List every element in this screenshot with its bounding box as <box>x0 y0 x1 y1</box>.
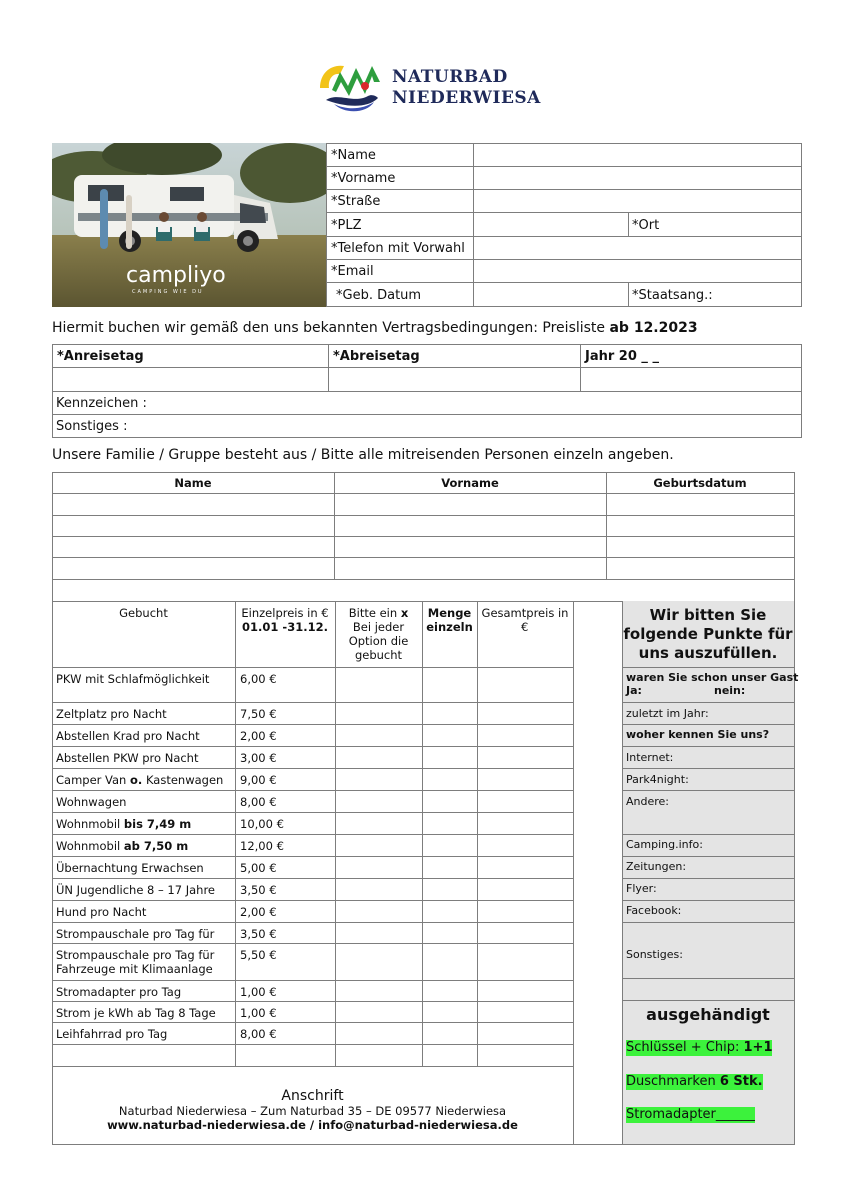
label-anreisetag: *Anreisetag <box>57 349 144 364</box>
price-row-label: PKW mit Schlafmöglichkeit <box>56 672 210 686</box>
survey-title-3: uns auszufüllen. <box>638 644 778 662</box>
menge-field[interactable] <box>424 924 476 942</box>
survey-sonstiges[interactable]: Sonstiges: <box>626 948 683 961</box>
logo-wordmark <box>392 67 541 109</box>
menge-field[interactable] <box>424 748 476 767</box>
gesamtpreis-field[interactable] <box>479 924 572 942</box>
telefon-field[interactable] <box>475 238 800 258</box>
family-row-2-name[interactable] <box>54 517 333 535</box>
price-row-divider <box>52 746 574 747</box>
price-row-divider <box>52 980 574 981</box>
survey-gast-question: waren Sie schon unser Gast <box>626 671 799 684</box>
price-row-label: Wohnmobil ab 7,50 m <box>56 839 189 853</box>
price-row-value: 1,00 € <box>240 1006 277 1020</box>
menge-field[interactable] <box>424 880 476 899</box>
option-checkbox[interactable] <box>337 770 421 789</box>
survey-title-1: Wir bitten Sie <box>649 606 767 624</box>
label-strasse: *Straße <box>331 194 381 209</box>
survey-woher: woher kennen Sie uns? <box>626 728 770 741</box>
col-header-bitte-text: Bitte ein <box>348 606 401 620</box>
menge-field[interactable] <box>424 726 476 745</box>
menge-field[interactable] <box>424 1003 476 1021</box>
survey-row-divider <box>622 702 795 703</box>
price-row-divider <box>52 667 574 668</box>
naturbad-logo-icon <box>318 60 386 116</box>
option-checkbox[interactable] <box>337 858 421 877</box>
price-row-divider <box>52 1066 574 1067</box>
address-line: Naturbad Niederwiesa – Zum Naturbad 35 – DE 09577 Niederwiesa <box>118 1104 507 1118</box>
menge-field[interactable] <box>424 770 476 789</box>
survey-schluessel-text: Schlüssel + Chip: <box>626 1040 744 1055</box>
col-header-menge-2: einzeln <box>426 620 473 634</box>
label-jahr: Jahr 20 _ _ <box>585 349 659 364</box>
price-row-label: Stromadapter pro Tag <box>56 985 182 999</box>
col-header-gesamtpreis-unit: € <box>521 620 529 634</box>
price-row-label: Strompauschale pro Tag für <box>56 927 215 941</box>
gesamtpreis-field[interactable] <box>479 902 572 921</box>
price-row-value: 12,00 € <box>240 839 284 853</box>
survey-duschmarken-count: 6 Stk. <box>719 1074 763 1089</box>
option-checkbox[interactable] <box>337 902 421 921</box>
gesamtpreis-field[interactable] <box>479 814 572 833</box>
sonstiges-field[interactable] <box>130 416 800 436</box>
col-header-bitte-3: Option die <box>348 634 409 648</box>
survey-duschmarken <box>626 1074 763 1090</box>
survey-gast-nein[interactable]: nein: <box>714 684 746 697</box>
label-geb-datum: *Geb. Datum <box>336 288 422 303</box>
survey-row-divider <box>622 790 795 791</box>
menge-field[interactable] <box>424 945 476 979</box>
price-row-divider <box>52 943 574 944</box>
option-checkbox[interactable] <box>337 814 421 833</box>
price-row-value: 7,50 € <box>240 707 277 721</box>
address-title: Anschrift <box>281 1088 344 1104</box>
gesamtpreis-field[interactable] <box>479 880 572 899</box>
option-checkbox[interactable] <box>337 748 421 767</box>
survey-zeitungen[interactable]: Zeitungen: <box>626 860 687 873</box>
gesamtpreis-field[interactable] <box>479 748 572 767</box>
label-plz: *PLZ <box>331 218 362 233</box>
family-row-2-geburtsdatum[interactable] <box>608 517 793 535</box>
survey-duschmarken-text: Duschmarken <box>626 1074 720 1089</box>
booking-intro-pricelist: ab 12.2023 <box>609 320 698 336</box>
survey-camping-info[interactable]: Camping.info: <box>626 838 703 851</box>
price-row-value: 3,00 € <box>240 751 277 765</box>
price-row-label: Strom je kWh ab Tag 8 Tage <box>56 1006 216 1020</box>
price-row-divider <box>52 812 574 813</box>
price-row-label: Strompauschale pro Tag für Fahrzeuge mit Klimaanlage <box>56 948 215 976</box>
price-row-divider <box>52 768 574 769</box>
survey-flyer[interactable]: Flyer: <box>626 882 657 895</box>
gesamtpreis-field[interactable] <box>479 1024 572 1043</box>
option-checkbox[interactable] <box>337 1003 421 1021</box>
email-field[interactable] <box>475 261 800 281</box>
label-kennzeichen: Kennzeichen : <box>56 396 147 411</box>
price-row-value: 6,00 € <box>240 672 277 686</box>
strasse-field[interactable] <box>475 191 800 211</box>
label-telefon: *Telefon mit Vorwahl <box>331 241 465 256</box>
family-row-3-name[interactable] <box>54 538 333 556</box>
option-checkbox[interactable] <box>337 880 421 899</box>
gesamtpreis-field[interactable] <box>479 704 572 723</box>
menge-field[interactable] <box>424 792 476 811</box>
gesamtpreis-field[interactable] <box>479 726 572 745</box>
price-row-divider <box>52 1044 574 1045</box>
family-row-1-vorname[interactable] <box>336 495 605 514</box>
price-row-divider <box>52 702 574 703</box>
family-intro: Unsere Familie / Gruppe besteht aus / Bitte alle mitreisenden Personen einzeln angeben. <box>52 447 674 463</box>
price-row-divider <box>52 834 574 835</box>
option-checkbox[interactable] <box>337 704 421 723</box>
survey-facebook[interactable]: Facebook: <box>626 904 682 917</box>
col-header-gesamtpreis: Gesamtpreis in <box>481 606 569 620</box>
col-header-vorname: Vorname <box>441 476 499 490</box>
survey-schluessel-count: 1+1 <box>743 1040 773 1055</box>
survey-zuletzt[interactable]: zuletzt im Jahr: <box>626 707 709 720</box>
survey-row-divider <box>622 1000 795 1001</box>
logo-line-2: NIEDERWIESA <box>392 88 541 108</box>
menge-field[interactable] <box>424 1024 476 1043</box>
price-row-divider <box>52 900 574 901</box>
label-sonstiges: Sonstiges : <box>56 419 128 434</box>
label-ort: *Ort <box>632 218 660 233</box>
label-abreisetag: *Abreisetag <box>333 349 420 364</box>
price-row-value: 8,00 € <box>240 795 277 809</box>
price-row-value: 5,00 € <box>240 861 277 875</box>
booking-intro <box>52 319 698 337</box>
gesamtpreis-field[interactable] <box>479 836 572 855</box>
option-checkbox[interactable] <box>337 924 421 942</box>
survey-row-divider <box>622 978 795 979</box>
menge-field[interactable] <box>424 902 476 921</box>
survey-stromadapter: Stromadapter______ <box>626 1107 755 1122</box>
survey-title-2: folgende Punkte für <box>623 625 793 643</box>
option-checkbox[interactable] <box>337 982 421 1000</box>
menge-field[interactable] <box>424 814 476 833</box>
survey-row-divider <box>622 746 795 747</box>
price-row-divider <box>52 724 574 725</box>
col-header-bitte-4: gebucht <box>354 648 403 662</box>
booking-intro-text: Hiermit buchen wir gemäß den uns bekannten Vertragsbedingungen: Preisliste <box>52 320 610 336</box>
price-row-value: 2,00 € <box>240 905 277 919</box>
col-header-bitte-2: Bei jeder <box>352 620 405 634</box>
price-row-value: 10,00 € <box>240 817 284 831</box>
col-header-geburtsdatum: Geburtsdatum <box>653 476 747 490</box>
abreisetag-field[interactable] <box>330 369 579 390</box>
survey-row-divider <box>622 768 795 769</box>
vorname-field[interactable] <box>475 168 800 188</box>
name-field[interactable] <box>475 145 800 165</box>
survey-ausgehaendigt: ausgehändigt <box>646 1005 770 1024</box>
survey-gast-ja[interactable]: Ja: <box>626 684 642 697</box>
gesamtpreis-field[interactable] <box>479 858 572 877</box>
price-row-divider <box>52 878 574 879</box>
gesamtpreis-field[interactable] <box>479 945 572 979</box>
gesamtpreis-field[interactable] <box>479 1003 572 1021</box>
col-header-einzelpreis-range: 01.01 -31.12. <box>242 620 328 634</box>
price-row-value: 8,00 € <box>240 1027 277 1041</box>
price-row-label: Wohnmobil bis 7,49 m <box>56 817 192 831</box>
menge-field[interactable] <box>424 858 476 877</box>
family-row-4-geburtsdatum[interactable] <box>608 559 793 578</box>
price-row-divider <box>52 856 574 857</box>
price-row-divider <box>52 790 574 791</box>
survey-row-divider <box>622 834 795 835</box>
col-header-bitte-x: x <box>400 606 409 620</box>
price-row-value: 2,00 € <box>240 729 277 743</box>
price-row-label: Hund pro Nacht <box>56 905 147 919</box>
price-row-value: 9,00 € <box>240 773 277 787</box>
option-checkbox[interactable] <box>337 945 421 979</box>
price-row-label: Zeltplatz pro Nacht <box>56 707 167 721</box>
survey-row-divider <box>622 667 795 668</box>
anreisetag-field[interactable] <box>54 369 327 390</box>
gesamtpreis-field[interactable] <box>479 982 572 1000</box>
menge-field[interactable] <box>424 669 476 701</box>
label-name: *Name <box>331 148 376 163</box>
staatsang-field[interactable] <box>712 284 800 305</box>
label-email: *Email <box>331 264 374 279</box>
jahr-field[interactable] <box>582 369 800 390</box>
family-row-4-vorname[interactable] <box>336 559 605 578</box>
price-row-divider <box>52 1022 574 1023</box>
option-checkbox[interactable] <box>337 792 421 811</box>
price-row-label: Camper Van o. Kastenwagen <box>56 773 224 787</box>
option-checkbox[interactable] <box>337 669 421 701</box>
family-row-2-vorname[interactable] <box>336 517 605 535</box>
option-checkbox[interactable] <box>337 726 421 745</box>
kennzeichen-field[interactable] <box>150 393 800 413</box>
price-row-divider <box>52 922 574 923</box>
option-checkbox[interactable] <box>337 836 421 855</box>
option-checkbox[interactable] <box>337 1024 421 1043</box>
survey-row-divider <box>622 856 795 857</box>
survey-andere[interactable]: Andere: <box>626 795 670 808</box>
price-row-label: Übernachtung Erwachsen <box>56 861 204 875</box>
camper-photo <box>52 143 326 307</box>
family-row-3-geburtsdatum[interactable] <box>608 538 793 556</box>
logo-line-1: NATURBAD <box>392 67 508 87</box>
survey-row-divider <box>622 724 795 725</box>
price-row-label: Abstellen Krad pro Nacht <box>56 729 200 743</box>
price-row-divider <box>52 1001 574 1002</box>
label-vorname: *Vorname <box>331 171 396 186</box>
col-header-menge: Menge <box>427 606 472 620</box>
ort-field[interactable] <box>672 214 800 235</box>
family-row-1-name[interactable] <box>54 495 333 514</box>
gesamtpreis-field[interactable] <box>479 669 572 701</box>
col-header-bitte <box>335 606 422 620</box>
menge-field[interactable] <box>424 982 476 1000</box>
photo-brand-text: campliyo <box>126 263 226 288</box>
survey-row-divider <box>622 900 795 901</box>
geb-datum-field[interactable] <box>475 284 627 305</box>
survey-internet[interactable]: Internet: <box>626 751 674 764</box>
col-header-gebucht: Gebucht <box>119 606 168 620</box>
price-row-value: 5,50 € <box>240 948 277 962</box>
family-row-3-vorname[interactable] <box>336 538 605 556</box>
price-row-label: ÜN Jugendliche 8 – 17 Jahre <box>56 883 215 897</box>
plz-field[interactable] <box>475 214 627 235</box>
menge-field[interactable] <box>424 704 476 723</box>
photo-tagline: CAMPING WIE DU <box>132 289 204 295</box>
price-row-value: 3,50 € <box>240 883 277 897</box>
price-row-label: Wohnwagen <box>56 795 127 809</box>
address-web: www.naturbad-niederwiesa.de / info@naturbad-niederwiesa.de <box>107 1118 518 1132</box>
price-row-label: Abstellen PKW pro Nacht <box>56 751 199 765</box>
survey-park4night[interactable]: Park4night: <box>626 773 689 786</box>
gesamtpreis-field[interactable] <box>479 770 572 789</box>
survey-row-divider <box>622 878 795 879</box>
survey-row-divider <box>622 922 795 923</box>
label-staatsang: *Staatsang.: <box>632 288 713 303</box>
price-row-value: 3,50 € <box>240 927 277 941</box>
price-row-label: Leihfahrrad pro Tag <box>56 1027 168 1041</box>
gesamtpreis-field[interactable] <box>479 792 572 811</box>
col-header-name: Name <box>174 476 212 490</box>
col-header-einzelpreis: Einzelpreis in € <box>241 606 329 620</box>
survey-schluessel <box>626 1040 772 1056</box>
menge-field[interactable] <box>424 836 476 855</box>
family-row-1-geburtsdatum[interactable] <box>608 495 793 514</box>
family-row-4-name[interactable] <box>54 559 333 578</box>
price-row-value: 1,00 € <box>240 985 277 999</box>
